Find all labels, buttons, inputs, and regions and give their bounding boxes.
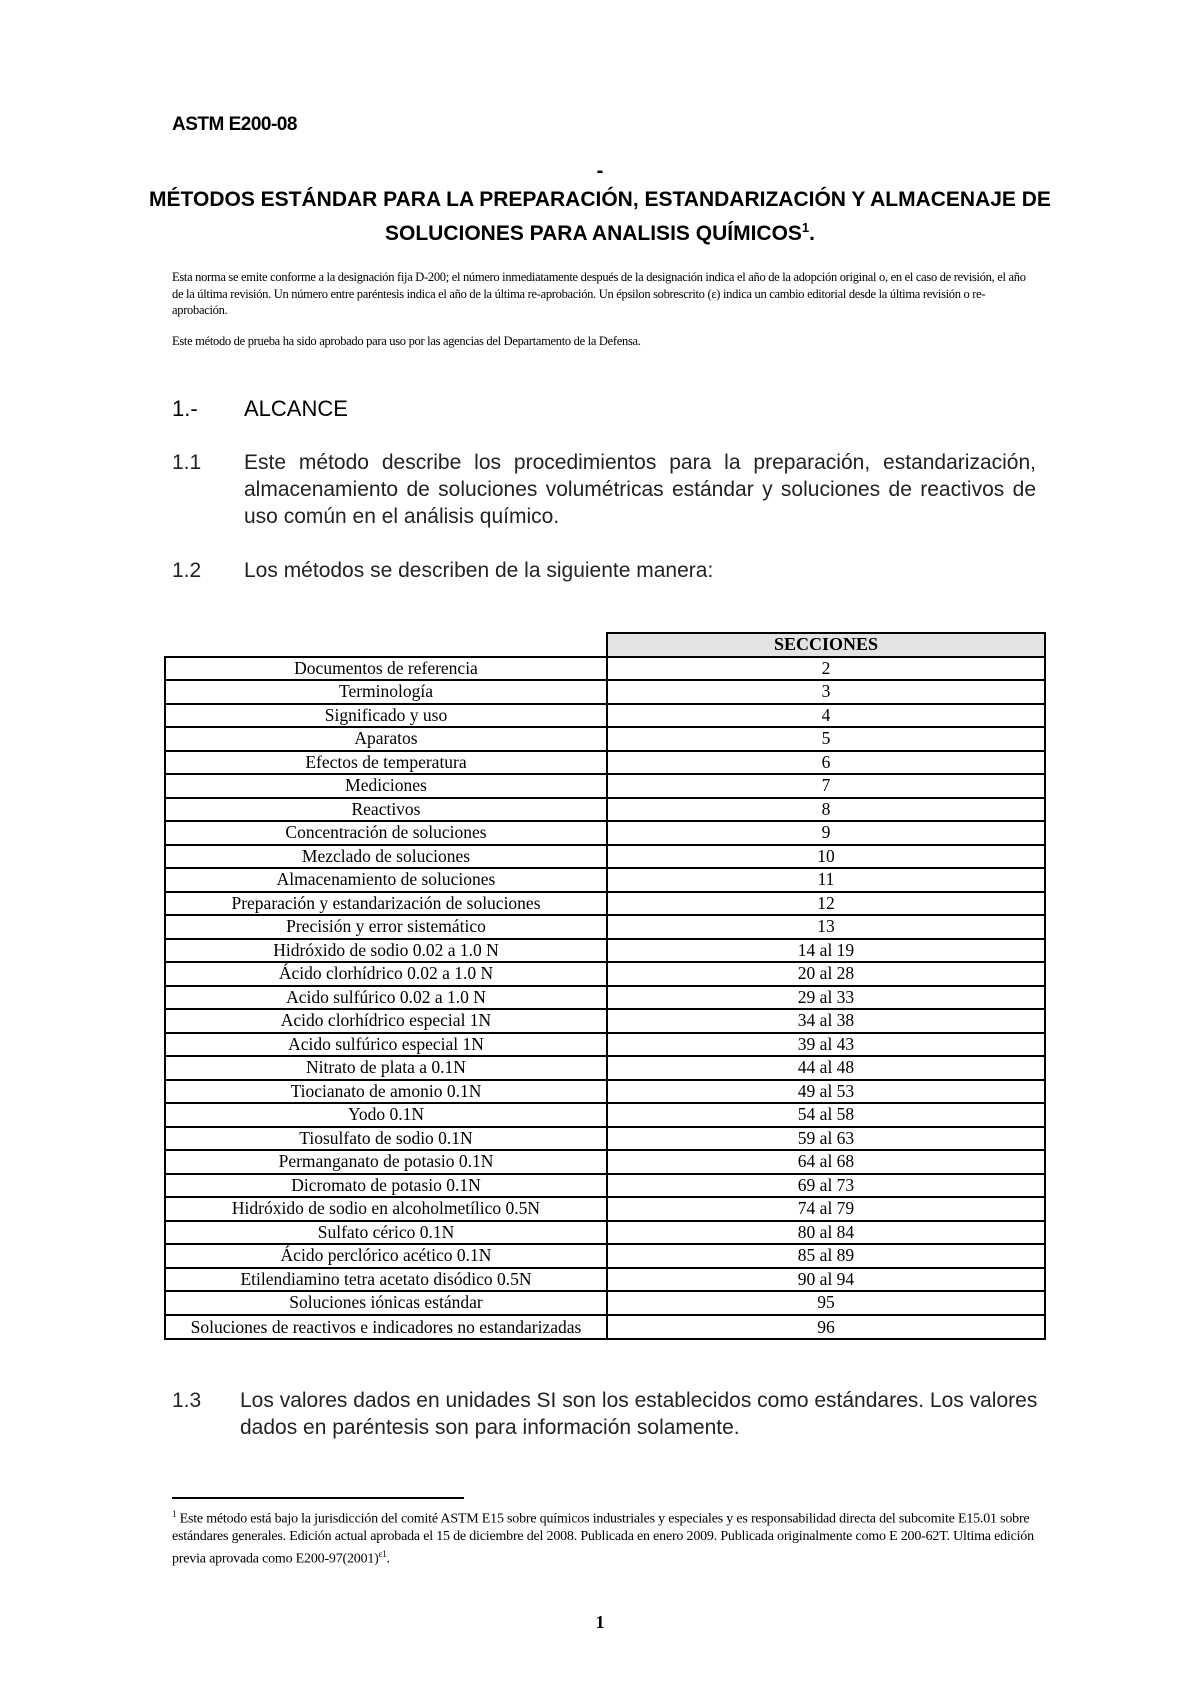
table-cell-topic: Soluciones de reactivos e indicadores no estandarizadas	[165, 1315, 607, 1339]
footnote-separator	[172, 1497, 464, 1499]
table-row	[165, 751, 1045, 775]
table-row	[165, 915, 1045, 939]
table-cell-sections: 54 al 58	[607, 1103, 1045, 1127]
table-cell-sections: 7	[607, 774, 1045, 798]
table-cell-topic: Ácido perclórico acético 0.1N	[165, 1244, 607, 1268]
table-cell-sections: 69 al 73	[607, 1174, 1045, 1198]
table-cell-topic: Tiocianato de amonio 0.1N	[165, 1080, 607, 1104]
designation-note: Esta norma se emite conforme a la designación fija D-200; el número inmediatamente después de la designación indica el año de la adopción original o, en el caso de revisión, el año de la última revisión. Un número entre paréntesis indica el año de la última re-aprobación. Un épsilon sobrescrito (ε) indica un cambio editorial desde la última revisión o re-aprobación.	[172, 270, 1026, 317]
table-row	[165, 821, 1045, 845]
table-cell-topic: Mediciones	[165, 774, 607, 798]
table-cell-topic: Significado y uso	[165, 704, 607, 728]
table-cell-sections: 85 al 89	[607, 1244, 1045, 1268]
approval-note: Este método de prueba ha sido aprobado para uso por las agencias del Departamento de la Defensa.	[172, 334, 641, 348]
table-row	[165, 1291, 1045, 1315]
paragraph-1-3-text: Los valores dados en unidades SI son los establecidos como estándares. Los valores dados en paréntesis son para información solamente.	[240, 1389, 1038, 1439]
table-cell-sections: 10	[607, 845, 1045, 869]
table-header-row	[165, 633, 1045, 657]
table-row	[165, 798, 1045, 822]
title-footnote-ref[interactable]: 1	[801, 220, 810, 235]
title-dash: -	[596, 160, 604, 182]
table-cell-topic: Etilendiamino tetra acetato disódico 0.5N	[165, 1268, 607, 1292]
table-cell-sections: 49 al 53	[607, 1080, 1045, 1104]
paragraph-1-2-number: 1.2	[172, 559, 202, 582]
table-row	[165, 1268, 1045, 1292]
table-cell-sections: 5	[607, 727, 1045, 751]
footnote-end: .	[386, 1551, 390, 1567]
table-row	[165, 1315, 1045, 1339]
table-cell-topic: Reactivos	[165, 798, 607, 822]
page-title	[120, 186, 1080, 248]
table-row	[165, 986, 1045, 1010]
table-cell-topic: Aparatos	[165, 727, 607, 751]
table-cell-topic: Tiosulfato de sodio 0.1N	[165, 1127, 607, 1151]
section-title: ALCANCE	[244, 396, 348, 421]
table-cell-topic: Soluciones iónicas estándar	[165, 1291, 607, 1315]
table-cell-sections: 6	[607, 751, 1045, 775]
table-cell-sections: 59 al 63	[607, 1127, 1045, 1151]
table-row	[165, 1033, 1045, 1057]
table-row	[165, 1197, 1045, 1221]
table-row	[165, 868, 1045, 892]
table-row	[165, 704, 1045, 728]
table-cell-sections: 90 al 94	[607, 1268, 1045, 1292]
table-row	[165, 892, 1045, 916]
table-header-blank	[165, 633, 607, 657]
paragraph-1-1-number: 1.1	[172, 451, 202, 474]
table-cell-sections: 14 al 19	[607, 939, 1045, 963]
table-cell-sections: 3	[607, 680, 1045, 704]
table-row	[165, 657, 1045, 681]
table-cell-sections: 34 al 38	[607, 1009, 1045, 1033]
table-row	[165, 845, 1045, 869]
table-cell-sections: 12	[607, 892, 1045, 916]
table-row	[165, 1244, 1045, 1268]
title-end: .	[809, 222, 815, 245]
table-cell-topic: Precisión y error sistemático	[165, 915, 607, 939]
table-cell-sections: 80 al 84	[607, 1221, 1045, 1245]
table-header-secciones: SECCIONES	[607, 633, 1045, 657]
table-row	[165, 1080, 1045, 1104]
table-cell-topic: Hidróxido de sodio en alcoholmetílico 0.5N	[165, 1197, 607, 1221]
footnote	[172, 1506, 1036, 1568]
table-cell-topic: Efectos de temperatura	[165, 751, 607, 775]
table-cell-topic: Dicromato de potasio 0.1N	[165, 1174, 607, 1198]
table-row	[165, 1127, 1045, 1151]
table-cell-sections: 8	[607, 798, 1045, 822]
table-row	[165, 774, 1045, 798]
table-cell-topic: Documentos de referencia	[165, 657, 607, 681]
table-row	[165, 939, 1045, 963]
page-number: 1	[595, 1612, 605, 1632]
table-cell-topic: Preparación y estandarización de soluciones	[165, 892, 607, 916]
footnote-marker: 1	[172, 1509, 177, 1519]
table-cell-topic: Permanganato de potasio 0.1N	[165, 1150, 607, 1174]
table-cell-sections: 74 al 79	[607, 1197, 1045, 1221]
sections-table	[164, 632, 1046, 1340]
table-row	[165, 680, 1045, 704]
table-cell-topic: Concentración de soluciones	[165, 821, 607, 845]
table-body	[165, 657, 1045, 1339]
footnote-epsilon: ε1	[378, 1548, 387, 1559]
table-cell-sections: 9	[607, 821, 1045, 845]
table-cell-topic: Terminología	[165, 680, 607, 704]
table-cell-topic: Mezclado de soluciones	[165, 845, 607, 869]
table-cell-sections: 11	[607, 868, 1045, 892]
table-row	[165, 727, 1045, 751]
table-cell-sections: 4	[607, 704, 1045, 728]
table-cell-topic: Ácido clorhídrico 0.02 a 1.0 N	[165, 962, 607, 986]
table-cell-sections: 13	[607, 915, 1045, 939]
table-cell-topic: Acido sulfúrico especial 1N	[165, 1033, 607, 1057]
table-cell-sections: 64 al 68	[607, 1150, 1045, 1174]
table-row	[165, 1150, 1045, 1174]
footnote-text: Este método está bajo la jurisdicción del comité ASTM E15 sobre químicos industriales y especiales y es responsabilidad directa del subcomite E15.01 sobre estándares generales. Edición actual aprobada el 15 de diciembre del 2008. Publicada en enero 2009. Publicada originalmente como E 200-62T. Ultima edición previa aprovada como E200-97(2001)	[172, 1511, 1034, 1567]
table-cell-sections: 20 al 28	[607, 962, 1045, 986]
document-code: ASTM E200-08	[172, 114, 297, 135]
section-number: 1.-	[172, 396, 198, 421]
table-cell-sections: 95	[607, 1291, 1045, 1315]
table-row	[165, 1221, 1045, 1245]
table-cell-topic: Hidróxido de sodio 0.02 a 1.0 N	[165, 939, 607, 963]
table-row	[165, 962, 1045, 986]
table-row	[165, 1103, 1045, 1127]
table-cell-sections: 44 al 48	[607, 1056, 1045, 1080]
table-cell-topic: Sulfato cérico 0.1N	[165, 1221, 607, 1245]
paragraph-1-2-text: Los métodos se describen de la siguiente manera:	[244, 559, 714, 582]
table-cell-topic: Acido clorhídrico especial 1N	[165, 1009, 607, 1033]
table-cell-topic: Almacenamiento de soluciones	[165, 868, 607, 892]
paragraph-1-1-text: Este método describe los procedimientos para la preparación, estandarización, almacenamiento de soluciones volumétricas estándar y soluciones de reactivos de uso común en el análisis químico.	[244, 451, 1036, 528]
table-row	[165, 1056, 1045, 1080]
table-row	[165, 1009, 1045, 1033]
table-cell-sections: 39 al 43	[607, 1033, 1045, 1057]
table-cell-topic: Nitrato de plata a 0.1N	[165, 1056, 607, 1080]
table-row	[165, 1174, 1045, 1198]
table-cell-topic: Yodo 0.1N	[165, 1103, 607, 1127]
paragraph-1-3-number: 1.3	[172, 1389, 202, 1412]
table-cell-sections: 2	[607, 657, 1045, 681]
table-cell-sections: 29 al 33	[607, 986, 1045, 1010]
table-cell-topic: Acido sulfúrico 0.02 a 1.0 N	[165, 986, 607, 1010]
title-text: MÉTODOS ESTÁNDAR PARA LA PREPARACIÓN, ESTANDARIZACIÓN Y ALMACENAJE DE SOLUCIONES PARA ANALISIS QUÍMICOS	[149, 188, 1051, 245]
table-cell-sections: 96	[607, 1315, 1045, 1339]
